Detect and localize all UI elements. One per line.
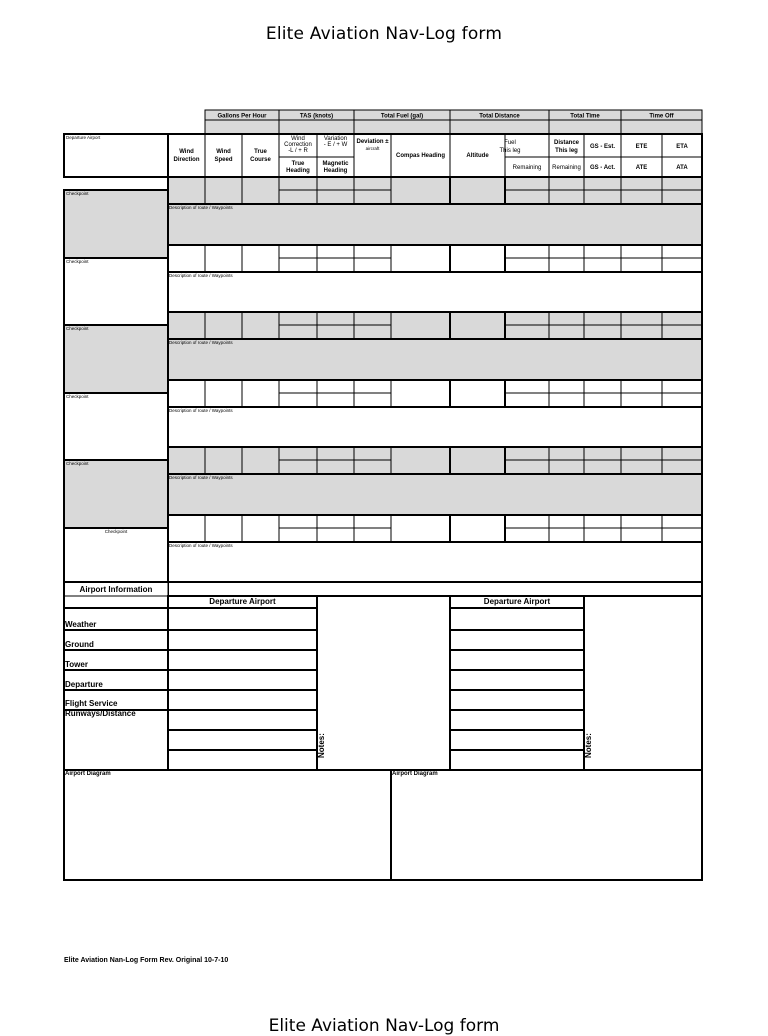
notes-label-right: Notes: [584,733,593,758]
checkpoint-field[interactable] [64,528,168,582]
airport-info-field[interactable] [450,670,584,690]
wind-correction-header: Wind [291,136,305,142]
airport-info-label: Flight Service [65,699,118,708]
true-course-header: Course [250,157,271,163]
ate-header: ATE [635,165,648,171]
airport-info-label: Weather [65,620,97,629]
departure-airport-label-right: Departure Airport [483,597,551,606]
true-heading-header: True [291,161,305,167]
header-label: Time Off [649,113,674,120]
airport-info-label: Departure [65,680,103,689]
distance-this-leg-header: This leg [555,148,578,154]
route-description-label: Description of route / Waypoints [169,475,233,480]
header-label: Total Distance [479,113,520,120]
airport-diagram-right[interactable] [391,770,702,880]
route-description-field[interactable] [168,474,702,515]
airport-info-field[interactable] [168,730,317,750]
route-description-label: Description of route / Waypoints [169,340,233,345]
remaining-distance-header: Remaining [552,165,581,171]
header-label: Total Time [570,113,600,120]
footer-revision: Elite Aviation Nan-Log Form Rev. Original 10-7-10 [64,957,229,964]
departure-airport-field[interactable] [64,134,168,177]
header-label: Gallons Per Hour [217,113,267,120]
airport-info-field[interactable] [450,608,584,630]
compass-heading-header: Compas Heading [395,153,446,159]
remaining-fuel-header: Remaining [512,165,542,171]
gs-est-header: GS - Est. [589,144,616,150]
checkpoint-label: Checkpoint [104,529,128,534]
header-value-field[interactable] [621,120,702,134]
ete-header: ETE [635,144,648,150]
notes-label-left: Notes: [317,733,326,758]
deviation-header: aircraft [365,146,380,151]
altitude-header: Altitude [466,153,489,159]
header-value-field[interactable] [279,120,354,134]
header-label: Total Fuel (gal) [380,113,424,120]
route-description-field[interactable] [168,542,702,582]
airport-info-field[interactable] [450,750,584,770]
bottom-title: Elite Aviation Nav-Log form [268,1016,500,1036]
header-value-field[interactable] [354,120,450,134]
airport-info-label: Tower [65,660,88,669]
deviation-header: Deviation ± [356,139,389,145]
airport-info-field[interactable] [168,630,317,650]
route-description-label: Description of route / Waypoints [169,543,233,548]
airport-info-field[interactable] [450,710,584,730]
checkpoint-label: Checkpoint [66,461,89,466]
header-label: TAS (knots) [299,113,334,120]
airport-info-field[interactable] [168,650,317,670]
ata-header: ATA [676,165,688,171]
header-value-field[interactable] [205,120,279,134]
variation-header: Variation [323,136,348,142]
checkpoint-field[interactable] [64,460,168,528]
wind-correction-header: Correction [284,142,312,148]
checkpoint-label: Checkpoint [66,326,89,331]
checkpoint-field[interactable] [64,393,168,460]
airport-info-field[interactable] [450,690,584,710]
wind-speed-header: Speed [214,157,233,163]
checkpoint-field[interactable] [64,190,168,258]
header-value-field[interactable] [549,120,621,134]
fuel-this-leg-header: Fuel [504,140,516,146]
gs-act-header: GS - Act. [589,165,616,171]
distance-this-leg-header: Distance [553,140,580,146]
route-description-label: Description of route / Waypoints [169,408,233,413]
route-description-field[interactable] [168,272,702,312]
route-description-field[interactable] [168,339,702,380]
checkpoint-field[interactable] [64,325,168,393]
header-value-field[interactable] [450,120,549,134]
airport-info-field[interactable] [450,730,584,750]
magnetic-heading-header: Magnetic [322,161,349,167]
notes-field-right[interactable] [584,596,702,770]
airport-info-field[interactable] [168,710,317,730]
wind-speed-header: Wind [216,149,231,155]
airport-info-label: Runways/Distance [65,709,136,718]
departure-airport-label: Departure Airport [66,135,101,140]
checkpoint-label: Checkpoint [66,394,89,399]
airport-info-title: Airport Information [79,585,153,594]
route-description-label: Description of route / Waypoints [169,205,233,210]
airport-info-field[interactable] [168,750,317,770]
wind-direction-header: Direction [173,157,200,163]
airport-diagram-left[interactable] [64,770,391,880]
airport-info-field[interactable] [450,650,584,670]
page-title: Elite Aviation Nav-Log form [265,24,503,44]
route-description-field[interactable] [168,204,702,245]
checkpoint-label: Checkpoint [66,259,89,264]
airport-info-field[interactable] [168,670,317,690]
airport-diagram-label-right: Airport Diagram [392,771,438,777]
airport-info-field[interactable] [450,630,584,650]
eta-header: ETA [676,144,688,150]
notes-field-left[interactable] [317,596,450,770]
checkpoint-field[interactable] [64,258,168,325]
airport-info-label: Ground [65,640,94,649]
fuel-this-leg-header: This leg [499,148,521,154]
true-course-header: True [254,149,267,155]
airport-info-field[interactable] [168,690,317,710]
wind-correction-header: -L / + R [288,148,308,154]
route-description-label: Description of route / Waypoints [169,273,233,278]
wind-direction-header: Wind [179,149,194,155]
route-description-field[interactable] [168,407,702,447]
airport-info-row [64,710,168,770]
checkpoint-label: Checkpoint [66,191,89,196]
magnetic-heading-header: Heading [323,168,348,174]
departure-airport-label-left: Departure Airport [209,597,276,606]
airport-info-field[interactable] [168,608,317,630]
variation-header: - E / + W [323,142,348,148]
airport-diagram-label-left: Airport Diagram [65,771,111,777]
true-heading-header: Heading [286,168,310,174]
